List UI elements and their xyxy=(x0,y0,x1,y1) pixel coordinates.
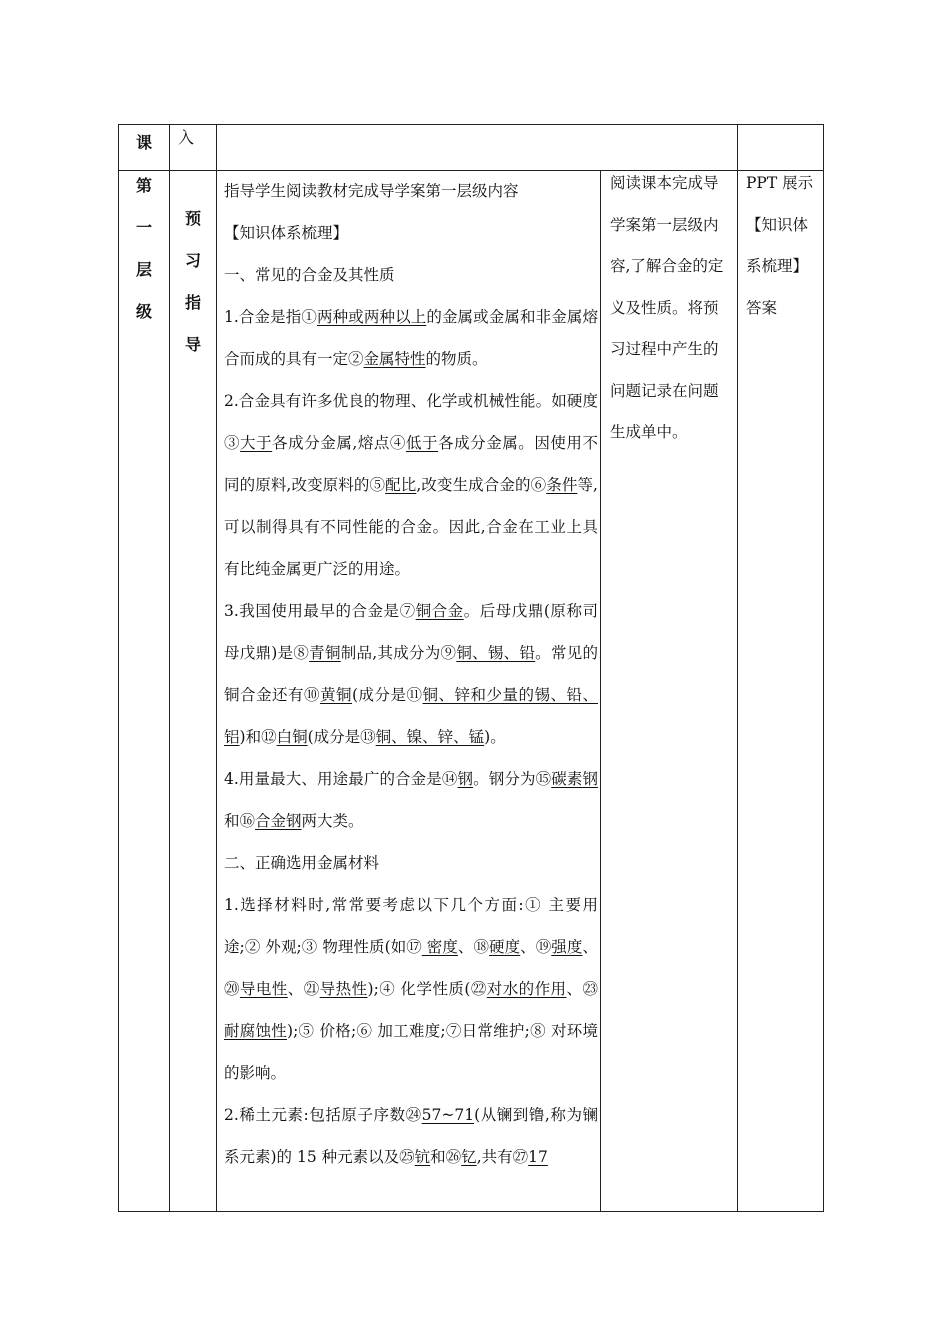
paragraph-3: 3.我国使用最早的合金是⑦铜合金。后母戊鼎(原称司母戊鼎)是⑧青铜制品,其成分为⑨铜、锡、铅。常见的铜合金还有⑩黄铜(成分是⑪铜、锌和少量的锡、铅、铝)和⑫白铜(成分是⑬铜、镍、锌、锰)。 xyxy=(224,602,598,746)
table-divider xyxy=(737,124,738,1212)
level-label: 第 一 层 级 xyxy=(135,176,152,321)
table-border-bottom xyxy=(118,1211,824,1212)
header-cell-intro: 入 xyxy=(178,128,195,147)
intro-line: 指导学生阅读教材完成导学案第一层级内容 xyxy=(224,182,519,200)
paragraph-2: 2.合金具有许多优良的物理、化学或机械性能。如硬度③大于各成分金属,熔点④低于各成分金属。因使用不同的原料,改变原料的⑤配比,改变生成合金的⑥条件等,可以制得具有不同性能的合金。因此,合金在工业上具有比纯金属更广泛的用途。 xyxy=(224,392,598,578)
paragraph-4: 4.用量最大、用途最广的合金是⑭钢。钢分为⑮碳素钢和⑯合金钢两大类。 xyxy=(224,770,598,830)
heading-knowledge: 【知识体系梳理】 xyxy=(224,224,349,242)
header-cell-course: 课 xyxy=(136,133,153,152)
paragraph-6: 2.稀土元素:包括原子序数㉔57~71(从镧到镥,称为镧系元素)的 15 种元素以及㉕钪和㉖钇,共有㉗17 xyxy=(224,1106,598,1166)
table-divider xyxy=(169,124,170,1212)
table-divider xyxy=(216,124,217,1212)
table-divider xyxy=(600,170,601,1212)
table-border-left xyxy=(118,124,119,1212)
student-activity-cell: 阅读课本完成导学案第一层级内容,了解合金的定义及性质。将预习过程中产生的问题记录在问题生成单中。 xyxy=(610,174,724,441)
paragraph-5: 1.选择材料时,常常要考虑以下几个方面:① 主要用途;② 外观;③ 物理性质(如⑰ 密度、⑱硬度、⑲强度、⑳导电性、㉑导热性);④ 化学性质(㉒对水的作用、㉓耐腐蚀性);⑤ 价格;⑥ 加工难度;⑦日常维护;⑧ 对环境的影响。 xyxy=(224,896,598,1082)
subheading-materials: 二、正确选用金属材料 xyxy=(224,854,380,872)
paragraph-1: 1.合金是指①两种或两种以上的金属或金属和非金属熔合而成的具有一定②金属特性的物质。 xyxy=(224,308,598,368)
subheading-alloys: 一、常见的合金及其性质 xyxy=(224,266,395,284)
table-border-right xyxy=(823,124,824,1212)
content-cell xyxy=(224,170,598,1178)
section-label: 预 习 指 导 xyxy=(184,209,201,354)
table-border-top xyxy=(118,124,824,125)
resource-cell: PPT 展示【知识体系梳理】答案 xyxy=(746,174,814,317)
